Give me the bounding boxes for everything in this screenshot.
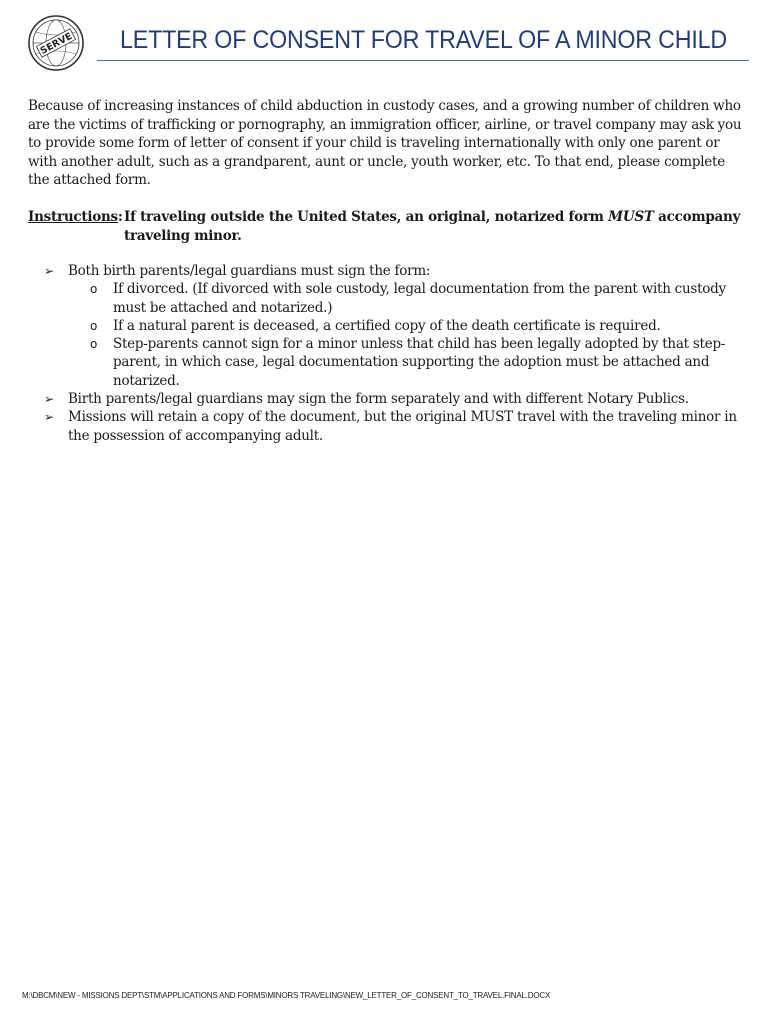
instructions-label: Instructions: xyxy=(28,209,123,225)
arrow-bullet-icon: ➢ xyxy=(44,264,54,278)
logo-text: SERVE xyxy=(38,30,75,57)
circle-bullet-icon: o xyxy=(90,282,98,297)
list-item: ➢ Both birth parents/legal guardians must sign the form: xyxy=(44,263,431,279)
intro-paragraph: Because of increasing instances of child abduction in custody cases, and a growing number of children who are the victims of trafficking or pornography, an immigration officer, airline, or travel company may ask you to provide some form of letter of consent if your child is traveling internationally with only one parent or with another adult, such as a grandparent, aunt or uncle, youth worker, etc. To that end, please complete the attached form. xyxy=(28,98,742,188)
page-title: LETTER OF CONSENT FOR TRAVEL OF A MINOR CHILD xyxy=(120,26,727,54)
arrow-bullet-icon: ➢ xyxy=(44,410,54,425)
serve-logo xyxy=(27,14,85,72)
circle-bullet-icon: o xyxy=(90,318,98,333)
instructions-block xyxy=(28,208,750,245)
requirements-list xyxy=(40,262,752,445)
file-path-footer: M:\DBCM\NEW - MISSIONS DEPT\STM\APPLICATIONS AND FORMS\MINORS TRAVELING\NEW_LETTER_OF_CONSENT_TO_TRAVEL.FINAL.DOCX xyxy=(22,991,551,1000)
sub-list-item: o If divorced. (If divorced with sole custody, legal documentation from the parent with custody must be attached and notarized.) xyxy=(90,281,726,316)
arrow-bullet-icon: ➢ xyxy=(44,392,54,407)
sub-list-item: o If a natural parent is deceased, a certified copy of the death certificate is required. xyxy=(90,317,661,334)
circle-bullet-icon: o xyxy=(90,337,98,352)
list-item: ➢ Birth parents/legal guardians may sign the form separately and with different Notary Publics. xyxy=(44,391,689,408)
must-emphasis: MUST xyxy=(608,209,654,225)
instructions-text: If traveling outside the United States, an original, notarized form MUST accompany traveling minor. xyxy=(124,209,741,244)
list-item: ➢ Missions will retain a copy of the document, but the original MUST travel with the traveling minor in the possession of accompanying adult. xyxy=(44,409,737,444)
title-divider xyxy=(97,60,749,61)
sub-list-item: o Step-parents cannot sign for a minor unless that child has been legally adopted by that step-parent, in which case, legal documentation supporting the adoption must be attached and notarized. xyxy=(90,336,726,389)
